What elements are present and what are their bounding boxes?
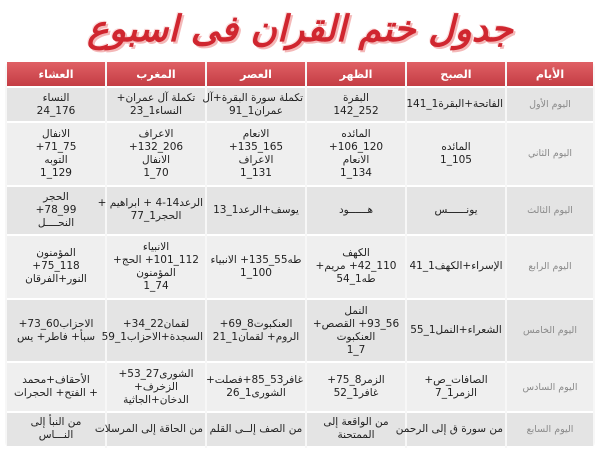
cell-isha	[7, 88, 105, 123]
cell-line: غافر1_52	[333, 387, 379, 400]
table-row	[7, 236, 593, 300]
cell-maghrib	[101, 300, 205, 364]
cell-line: العنكبوت	[336, 330, 376, 343]
cell-line: من الحاقة إلى المرسلات	[94, 422, 203, 435]
cell-line: من سورة ق إلى الرحمن	[395, 422, 503, 435]
cell-line: 120_106+	[328, 140, 384, 153]
cell-line: الزمر8_75+	[327, 374, 385, 387]
cell-line: عمران1_91	[228, 104, 284, 117]
cell-isha	[7, 236, 105, 300]
table-row	[7, 123, 593, 187]
cell-fajr	[407, 300, 505, 364]
cell-line: الانفال	[142, 153, 170, 166]
cell-dhuhr	[307, 363, 405, 412]
cell-line: الانعام	[242, 127, 270, 140]
cell-line: الزمر1_7	[435, 387, 477, 400]
cell-dhuhr	[307, 88, 405, 123]
cell-line: الممتحنة	[337, 429, 375, 442]
cell-asr	[202, 88, 305, 123]
table-row	[7, 300, 593, 364]
cell-line: الدخان+الجاثية	[123, 393, 189, 406]
cell-line: السجدة+الاحزاب1_59	[101, 330, 203, 343]
cell-fajr	[395, 413, 505, 448]
header-maghrib: المغرب	[107, 62, 205, 88]
cell-line: النـــاس	[38, 429, 74, 442]
cell-line: طه55_135+ الانبياء	[210, 253, 302, 266]
cell-line: غافر53_85+فصلت+	[205, 374, 303, 387]
cell-fajr	[407, 363, 505, 412]
cell-line: 118_75+	[32, 260, 80, 273]
cell-maghrib	[107, 123, 205, 187]
header-isha: العشاء	[7, 62, 105, 88]
cell-line: 74_1	[143, 279, 169, 292]
cell-isha	[7, 123, 105, 187]
cell-fajr	[407, 236, 505, 300]
cell-line: 129_1	[40, 166, 72, 179]
cell-line: الاعراف	[238, 153, 274, 166]
cell-line: طه1_54	[336, 273, 376, 286]
header-fajr: الصبح	[407, 62, 505, 88]
cell-line: النساء	[42, 91, 70, 104]
cell-dhuhr	[307, 236, 405, 300]
day-label: اليوم الرابع	[507, 236, 593, 300]
cell-line: يوسف+الرعد1_13	[213, 203, 299, 216]
cell-line: 165_135+	[228, 140, 284, 153]
cell-asr	[207, 300, 305, 364]
day-label: اليوم السابع	[507, 413, 593, 448]
cell-line: الفاتحة+البقرة1_141	[406, 98, 503, 111]
cell-line: من النبأ إلى	[30, 416, 82, 429]
cell-line: البقرة	[343, 91, 369, 104]
header-dhuhr: الظهر	[307, 62, 405, 88]
cell-line: 70_1	[143, 166, 169, 179]
cell-isha	[7, 300, 105, 364]
cell-line: من الصف إلــى القلم	[209, 422, 303, 435]
cell-line: الرعد14-4 + ابراهيم +	[97, 197, 203, 210]
cell-line: الشعراء+النمل1_55	[410, 324, 502, 337]
day-label: اليوم الثاني	[507, 123, 593, 187]
cell-maghrib	[107, 363, 205, 412]
day-label: اليوم الثالث	[507, 187, 593, 236]
cell-line: الأحقاف+محمد	[22, 374, 90, 387]
day-label: اليوم الأول	[507, 88, 593, 123]
table-row	[7, 363, 593, 412]
cell-line: 112_101+ الحج+	[113, 253, 199, 266]
cell-line: 252_142	[333, 104, 379, 117]
cell-line: الكهف	[342, 247, 370, 260]
table-row	[7, 413, 593, 448]
cell-asr	[207, 236, 305, 300]
schedule-table	[5, 62, 595, 448]
cell-line: + الفتح+ الحجرات	[14, 387, 98, 400]
cell-line: 75_71+	[35, 140, 77, 153]
cell-maghrib	[107, 88, 205, 123]
header-asr: العصر	[207, 62, 305, 88]
cell-line: الزخرف+	[134, 380, 178, 393]
header-days: الأيام	[507, 62, 593, 88]
cell-line: 56_93+ القصص+	[312, 317, 400, 330]
table-row	[7, 187, 593, 236]
cell-maghrib	[97, 187, 205, 236]
cell-line: 131_1	[240, 166, 272, 179]
table-row	[7, 88, 593, 123]
cell-isha	[7, 363, 105, 412]
page-title: جدول ختم القران فى اسبوع	[87, 9, 513, 50]
cell-line: التوبه	[44, 153, 68, 166]
cell-line: الروم+ لقمان1_21	[212, 330, 300, 343]
cell-fajr	[407, 187, 505, 236]
day-label: اليوم السادس	[507, 363, 593, 412]
cell-line: 206_132+	[128, 140, 184, 153]
cell-line: 110_42+ مريم+	[315, 260, 397, 273]
cell-line: من الواقعة إلى	[323, 416, 389, 429]
cell-line: المائده	[341, 127, 371, 140]
cell-line: لقمان22_34+	[122, 317, 190, 330]
cell-line: الشورى27_53+	[118, 367, 194, 380]
cell-dhuhr	[307, 300, 405, 364]
cell-line: 105_1	[440, 153, 472, 166]
cell-maghrib	[94, 413, 205, 448]
cell-line: النور+الفرقان	[25, 273, 87, 286]
cell-line: الانبياء	[142, 240, 170, 253]
cell-line: 100_1	[240, 266, 272, 279]
cell-line: الاحزاب60_73+	[18, 317, 94, 330]
cell-asr	[207, 187, 305, 236]
schedule-sheet	[5, 62, 595, 448]
cell-line: الصافات_ص+	[424, 374, 488, 387]
cell-line: المؤمنون	[136, 266, 176, 279]
cell-line: الحجر	[43, 190, 69, 203]
cell-line: 99_78+	[35, 203, 77, 216]
cell-line: النحــــل	[37, 216, 75, 229]
cell-line: النساء1_23	[129, 104, 183, 117]
cell-asr	[207, 363, 305, 412]
cell-asr	[207, 123, 305, 187]
cell-asr	[207, 413, 305, 448]
cell-line: الانعام	[342, 153, 370, 166]
cell-line: 134_1	[340, 166, 372, 179]
cell-line: المائده	[441, 140, 471, 153]
cell-line: الانفال	[42, 127, 70, 140]
cell-line: الشورى1_26	[226, 387, 286, 400]
cell-line: الإسراء+الكهف1_41	[409, 260, 503, 273]
cell-isha	[7, 413, 105, 448]
cell-dhuhr	[307, 413, 405, 448]
cell-fajr	[407, 88, 505, 123]
cell-line: الاعراف	[138, 127, 174, 140]
cell-fajr	[407, 123, 505, 187]
cell-line: تكملة آل عمران+	[116, 91, 196, 104]
cell-line: النمل	[344, 304, 368, 317]
cell-line: 7_1	[346, 343, 366, 356]
cell-line: سبأ+ فاطر+ يس	[16, 330, 96, 343]
cell-line: الحجر1_77	[130, 210, 182, 223]
cell-line: هــــــود	[338, 203, 374, 216]
cell-line: المؤمنون	[36, 247, 76, 260]
cell-dhuhr	[307, 123, 405, 187]
day-label: اليوم الخامس	[507, 300, 593, 364]
cell-isha	[7, 187, 105, 236]
cell-line: تكملة سورة البقرة+آل	[202, 91, 303, 104]
table-header-row	[7, 62, 593, 88]
cell-line: العنكبوت8_69+	[219, 317, 293, 330]
cell-maghrib	[107, 236, 205, 300]
cell-line: يونــــــس	[434, 203, 478, 216]
cell-dhuhr	[307, 187, 405, 236]
cell-line: 176_24	[36, 104, 76, 117]
